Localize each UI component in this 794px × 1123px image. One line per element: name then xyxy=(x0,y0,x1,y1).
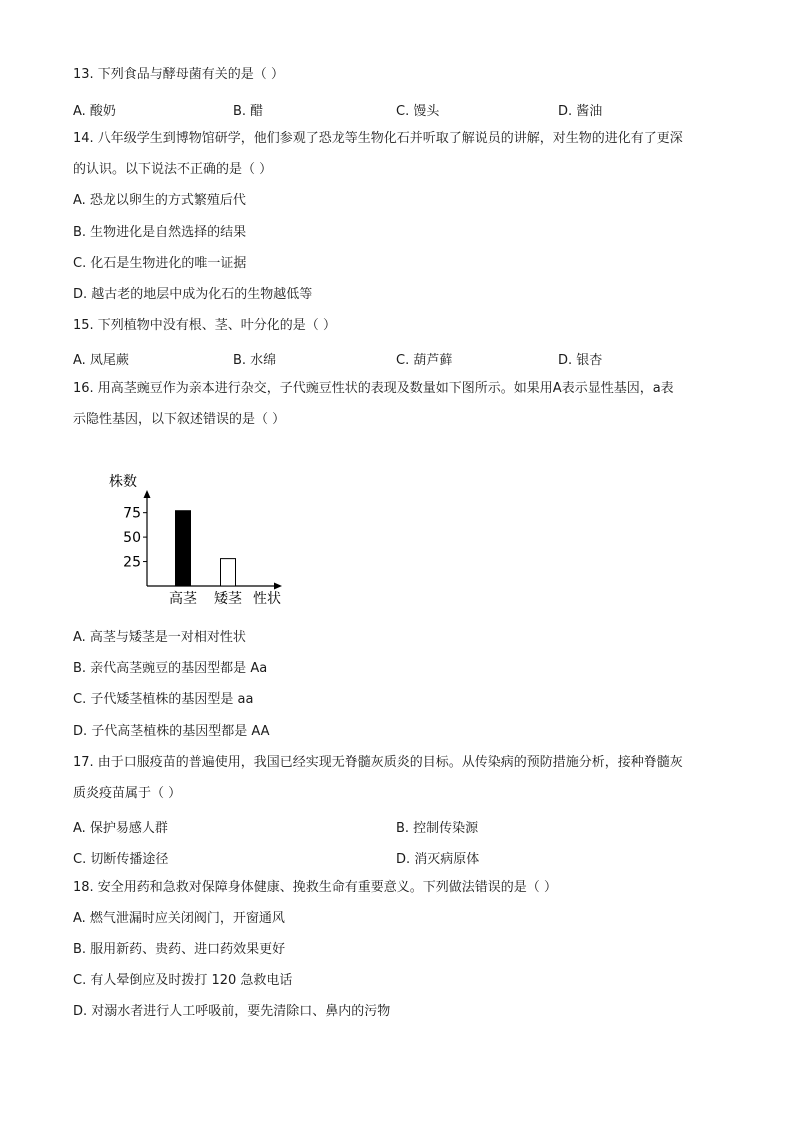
bar-chart xyxy=(100,468,300,618)
q16-stem-line1: 16. 用高茎豌豆作为亲本进行杂交，子代豌豆性状的表现及数量如下图所示。如果用A表示显性基因，a表 xyxy=(73,381,674,396)
q18-option-c[interactable]: C. 有人晕倒应及时拨打 120 急救电话 xyxy=(73,973,293,988)
q17-option-c[interactable]: C. 切断传播途径 xyxy=(73,852,169,867)
x-axis-label: 性状 xyxy=(253,591,281,607)
q15-stem: 15. 下列植物中没有根、茎、叶分化的是（ ） xyxy=(73,318,336,333)
y-tick-label: 25 xyxy=(123,554,141,571)
q14-option-c[interactable]: C. 化石是生物进化的唯一证据 xyxy=(73,256,247,271)
q14-option-a[interactable]: A. 恐龙以卵生的方式繁殖后代 xyxy=(73,193,246,208)
q17-option-b[interactable]: B. 控制传染源 xyxy=(396,821,479,836)
q13-stem: 13. 下列食品与酵母菌有关的是（ ） xyxy=(73,67,284,82)
q15-option-d[interactable]: D. 银杏 xyxy=(558,353,603,368)
q18-stem: 18. 安全用药和急救对保障身体健康、挽救生命有重要意义。下列做法错误的是（ ） xyxy=(73,880,557,895)
q15-option-b[interactable]: B. 水绵 xyxy=(233,353,277,368)
q16-stem-line2: 示隐性基因，以下叙述错误的是（ ） xyxy=(73,412,286,427)
q13-option-a[interactable]: A. 酸奶 xyxy=(73,104,116,119)
q18-option-d[interactable]: D. 对溺水者进行人工呼吸前，要先清除口、鼻内的污物 xyxy=(73,1004,391,1019)
y-axis-arrow xyxy=(144,490,151,498)
q16-option-a[interactable]: A. 高茎与矮茎是一对相对性状 xyxy=(73,630,246,645)
q16-option-c[interactable]: C. 子代矮茎植株的基因型是 aa xyxy=(73,692,254,707)
q17-stem-line2: 质炎疫苗属于（ ） xyxy=(73,786,182,801)
q13-option-c[interactable]: C. 馒头 xyxy=(396,104,440,119)
bar-chart-svg xyxy=(100,468,300,618)
q14-stem-line2: 的认识。以下说法不正确的是（ ） xyxy=(73,162,273,177)
q15-option-a[interactable]: A. 凤尾蕨 xyxy=(73,353,129,368)
y-tick-label: 75 xyxy=(123,505,141,522)
q17-option-d[interactable]: D. 消灭病原体 xyxy=(396,852,480,867)
q14-stem-line1: 14. 八年级学生到博物馆研学，他们参观了恐龙等生物化石并听取了解说员的讲解，对生物的进化有了更深 xyxy=(73,131,683,146)
y-tick-label: 50 xyxy=(123,530,141,547)
y-axis-label: 株数 xyxy=(109,474,137,490)
q13-option-d[interactable]: D. 酱油 xyxy=(558,104,603,119)
q17-option-a[interactable]: A. 保护易感人群 xyxy=(73,821,168,836)
x-category-label: 高茎 xyxy=(169,591,197,607)
q18-option-a[interactable]: A. 燃气泄漏时应关闭阀门，开窗通风 xyxy=(73,911,285,926)
x-category-label: 矮茎 xyxy=(214,591,242,607)
bar-tall xyxy=(176,511,191,586)
q17-stem-line1: 17. 由于口服疫苗的普遍使用，我国已经实现无脊髓灰质炎的目标。从传染病的预防措施分析，接种脊髓灰 xyxy=(73,755,683,770)
x-axis-arrow xyxy=(274,583,282,590)
q15-option-c[interactable]: C. 葫芦藓 xyxy=(396,353,453,368)
q16-option-d[interactable]: D. 子代高茎植株的基因型都是 AA xyxy=(73,724,270,739)
q18-option-b[interactable]: B. 服用新药、贵药、进口药效果更好 xyxy=(73,942,286,957)
bar-short xyxy=(221,559,236,586)
q13-option-b[interactable]: B. 醋 xyxy=(233,104,264,119)
q14-option-d[interactable]: D. 越古老的地层中成为化石的生物越低等 xyxy=(73,287,313,302)
q14-option-b[interactable]: B. 生物进化是自然选择的结果 xyxy=(73,225,247,240)
q16-option-b[interactable]: B. 亲代高茎豌豆的基因型都是 Aa xyxy=(73,661,268,676)
